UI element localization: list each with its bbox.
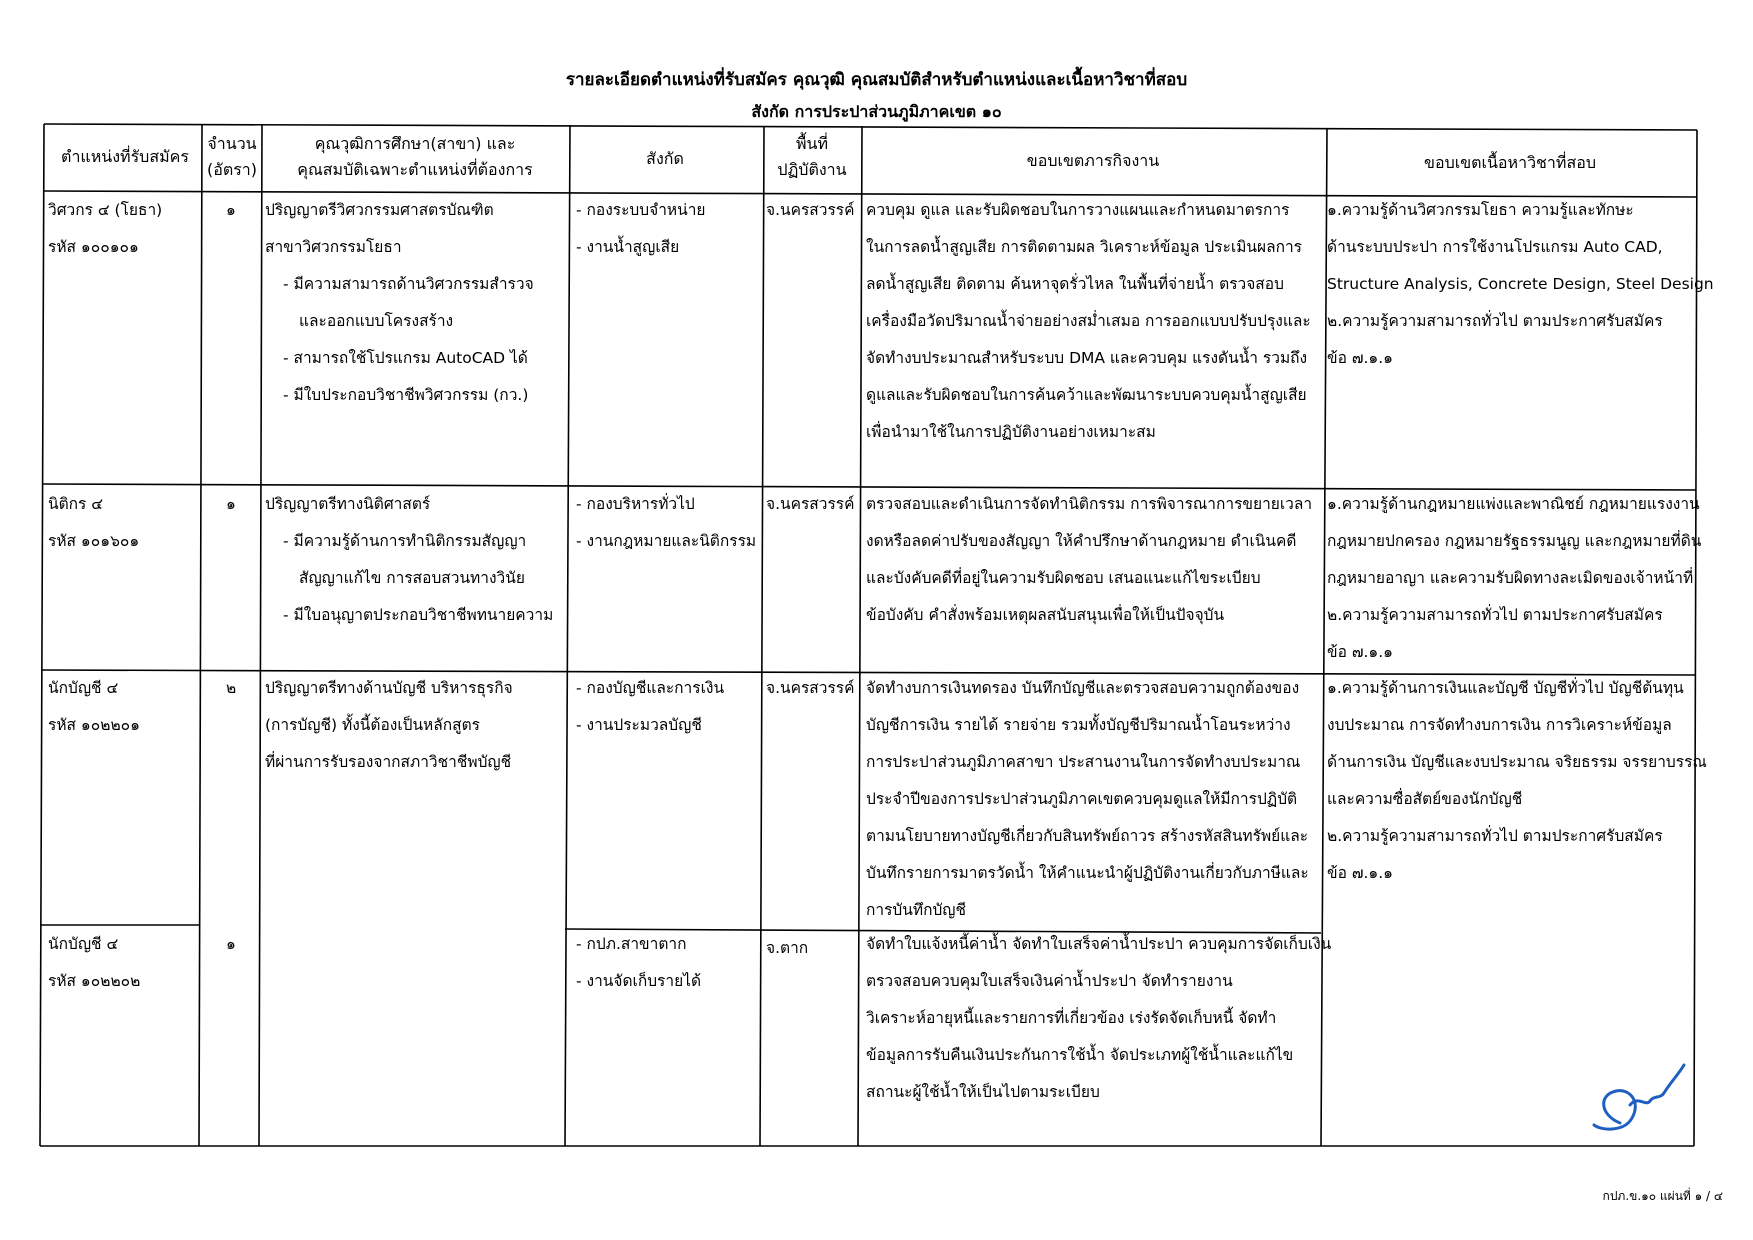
row1-duties: ควบคุม ดูแล และรับผิดชอบในการวางแผนและกำหนดมาตรการ ในการลดน้ำสูญเสีย การติดตามผล วิเคราะห์ข้อมูล ประเมินผลการ ลดน้ำสูญเสีย ติดตาม ค้นหาจุดรั่วไหล ในพื้นที่จ่ายน้ำ ตรวจสอบ เครื่องมือวัดปริมาณน้ำจ่ายอย่างสม่ำเสมอ การออกแบบปรับปรุงและ จัดทำงบประมาณสำหรับระบบ DMA และควบคุม แรงดันน้ำ รวมถึง ดูแลและรับผิดชอบในการค้นคว้าและพัฒนาระบบควบคุมน้ำสูญเสีย เพื่อนำมาใช้ในการปฏิบัติงานอย่างเหมาะสม bbox=[866, 201, 1311, 441]
row4-area: จ.ตาก bbox=[766, 939, 809, 957]
row3-count: ๒ bbox=[226, 679, 237, 697]
row3-qualification: ปริญญาตรีทางด้านบัญชี บริหารธุรกิจ (การบัญชี) ทั้งนี้ต้องเป็นหลักสูตร ที่ผ่านการรับรองจากสภาวิชาชีพบัญชี bbox=[265, 679, 513, 771]
row3-position: นักบัญชี ๔ รหัส ๑๐๒๒๐๑ bbox=[48, 679, 140, 734]
document-subtitle: สังกัด การประปาส่วนภูมิภาคเขต ๑๐ bbox=[751, 102, 1002, 121]
row4-affiliation: - กปภ.สาขาตาก - งานจัดเก็บรายได้ bbox=[576, 935, 702, 990]
row1-area: จ.นครสวรรค์ bbox=[766, 201, 855, 219]
row3-exam: ๑.ความรู้ด้านการเงินและบัญชี บัญชีทั่วไป บัญชีต้นทุน งบประมาณ การจัดทำงบการเงิน การวิเคราะห์ข้อมูล ด้านการเงิน บัญชีและงบประมาณ จริยธรรม จรรยาบรรณ และความซื่อสัตย์ของนักบัญชี ๒.ความรู้ความสามารถทั่วไป ตามประกาศรับสมัคร ข้อ ๗.๑.๑ bbox=[1327, 679, 1707, 882]
header-duties: ขอบเขตภารกิจงาน bbox=[1026, 151, 1160, 170]
row1-exam: ๑.ความรู้ด้านวิศวกรรมโยธา ความรู้และทักษะ ด้านระบบประปา การใช้งานโปรแกรม Auto CAD, Structure Analysis, Concrete Design, Steel Design ๒.ความรู้ความสามารถทั่วไป ตามประกาศรับสมัคร ข้อ ๗.๑.๑ bbox=[1327, 201, 1714, 367]
row1-position: วิศวกร ๔ (โยธา) รหัส ๑๐๐๑๐๑ bbox=[48, 201, 163, 256]
row2-duties: ตรวจสอบและดำเนินการจัดทำนิติกรรม การพิจารณาการขยายเวลา งดหรือลดค่าปรับของสัญญา ให้คำปรึกษาด้านกฎหมาย ดำเนินคดี และบังคับคดีที่อยู่ในความรับผิดชอบ เสนอแนะแก้ไขระเบียบ ข้อบังคับ คำสั่งพร้อมเหตุผลสนับสนุนเพื่อให้เป็นปัจจุบัน bbox=[866, 495, 1313, 624]
row2-qualification: ปริญญาตรีทางนิติศาสตร์ - มีความรู้ด้านการทำนิติกรรมสัญญา สัญญาแก้ไข การสอบสวนทางวินัย - มีใบอนุญาตประกอบวิชาชีพทนายความ bbox=[265, 495, 554, 624]
header-position: ตำแหน่งที่รับสมัคร bbox=[61, 147, 189, 166]
header-qualification: คุณวุฒิการศึกษา(สาขา) และ คุณสมบัติเฉพาะตำแหน่งที่ต้องการ bbox=[297, 134, 533, 179]
header-exam: ขอบเขตเนื้อหาวิชาที่สอบ bbox=[1424, 153, 1596, 172]
row2-affiliation: - กองบริหารทั่วไป - งานกฎหมายและนิติกรรม bbox=[576, 495, 757, 550]
page-footer: กปภ.ข.๑๐ แผ่นที่ ๑ / ๔ bbox=[1602, 1189, 1723, 1203]
row2-area: จ.นครสวรรค์ bbox=[766, 495, 855, 513]
row4-position: นักบัญชี ๔ รหัส ๑๐๒๒๐๒ bbox=[48, 935, 141, 990]
row1-affiliation: - กองระบบจำหน่าย - งานน้ำสูญเสีย bbox=[576, 201, 706, 256]
row2-position: นิติกร ๔ รหัส ๑๐๑๖๐๑ bbox=[48, 495, 140, 550]
header-count: จำนวน (อัตรา) bbox=[206, 134, 258, 179]
row4-count: ๑ bbox=[226, 935, 236, 953]
row4-duties: จัดทำใบแจ้งหนี้ค่าน้ำ จัดทำใบเสร็จค่าน้ำประปา ควบคุมการจัดเก็บเงิน ตรวจสอบควบคุมใบเสร็จเงินค่าน้ำประปา จัดทำรายงาน วิเคราะห์อายุหนี้และรายการที่เกี่ยวข้อง เร่งรัดจัดเก็บหนี้ จัดทำ ข้อมูลการรับคืนเงินประกันการใช้น้ำ จัดประเภทผู้ใช้น้ำและแก้ไข สถานะผู้ใช้น้ำให้เป็นไปตามระเบียบ bbox=[866, 935, 1332, 1101]
row3-affiliation: - กองบัญชีและการเงิน - งานประมวลบัญชี bbox=[576, 679, 725, 734]
row3-area: จ.นครสวรรค์ bbox=[766, 679, 855, 697]
row2-count: ๑ bbox=[226, 495, 236, 513]
header-affiliation: สังกัด bbox=[646, 149, 684, 168]
document-title: รายละเอียดตำแหน่งที่รับสมัคร คุณวุฒิ คุณสมบัติสำหรับตำแหน่งและเนื้อหาวิชาที่สอบ bbox=[565, 70, 1188, 90]
row1-qualification: ปริญญาตรีวิศวกรรมศาสตรบัณฑิต สาขาวิศวกรรมโยธา - มีความสามารถด้านวิศวกรรมสำรวจ และออกแบบโครงสร้าง - สามารถใช้โปรแกรม AutoCAD ได้ - มีใบประกอบวิชาชีพวิศวกรรม (กว.) bbox=[265, 201, 534, 404]
row1-count: ๑ bbox=[226, 201, 236, 219]
signature bbox=[1580, 1055, 1690, 1145]
row2-exam: ๑.ความรู้ด้านกฎหมายแพ่งและพาณิชย์ กฎหมายแรงงาน กฎหมายปกครอง กฎหมายรัฐธรรมนูญ และกฎหมายที่ดิน กฎหมายอาญา และความรับผิดทางละเมิดของเจ้าหน้าที่ ๒.ความรู้ความสามารถทั่วไป ตามประกาศรับสมัคร ข้อ ๗.๑.๑ bbox=[1327, 495, 1702, 661]
row3-duties: จัดทำงบการเงินทดรอง บันทึกบัญชีและตรวจสอบความถูกต้องของ บัญชีการเงิน รายได้ รายจ่าย รวมทั้งบัญชีปริมาณน้ำโอนระหว่าง การประปาส่วนภูมิภาคสาขา ประสานงานในการจัดทำงบประมาณ ประจำปีของการประปาส่วนภูมิภาคเขตควบคุมดูแลให้มีการปฏิบัติ ตามนโยบายทางบัญชีเกี่ยวกับสินทรัพย์ถาวร สร้างรหัสสินทรัพย์และ บันทึกรายการมาตรวัดน้ำ ให้คำแนะนำผู้ปฏิบัติงานเกี่ยวกับภาษีและ การบันทึกบัญชี bbox=[866, 679, 1309, 919]
header-area: พื้นที่ ปฏิบัติงาน bbox=[777, 134, 847, 179]
